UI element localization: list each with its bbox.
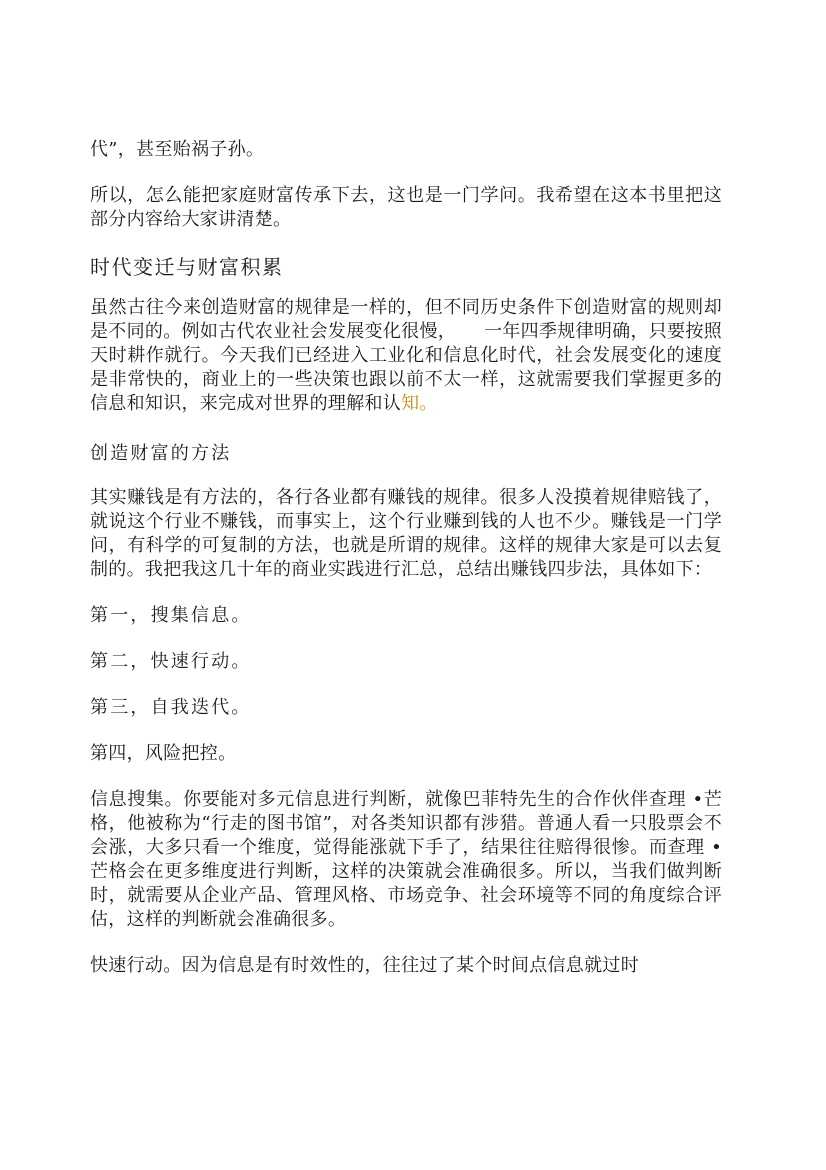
- paragraph-era-change-part-a: 虽然古往今来创造财富的规律是一样的，但不同历史条件下创造财富的规则却是不同的。例如古代农业社会发展变化很慢，: [90, 297, 722, 342]
- paragraph-continuation: 代”，甚至贻祸子孙。: [90, 139, 265, 160]
- step-item-4: 第四，风险把控。: [90, 743, 237, 764]
- section-heading-era-change: 时代变迁与财富积累: [90, 255, 284, 279]
- paragraph-era-change-part-b: 一年四季规律明确，只要按照天时耕作就行。今天我们已经进入工业化和信息化时代，社会发展变化的速度是非常快的，商业上的一些决策也跟以前不太一样，这就需要我们掌握更多的信息和知识，来完成对世界的理解和认: [90, 321, 722, 414]
- paragraph-inheritance: 所以，怎么能把家庭财富传承下去，这也是一门学问。我希望在这本书里把这部分内容给大家讲清楚。: [90, 185, 722, 230]
- document-page: [90, 138, 722, 1000]
- step-item-2: 第二，快速行动。: [90, 651, 252, 672]
- step-item-3: 第三，自我迭代。: [90, 697, 252, 718]
- paragraph-era-change: [90, 296, 722, 416]
- paragraph-info-gathering: 信息搜集。你要能对多元信息进行判断，就像巴菲特先生的合作伙伴查理 •芒格，他被称为“行走的图书馆”，对各类知识都有涉猎。普通人看一只股票会不会涨，大多只看一个维度，觉得能涨就下手了，结果往往赔得很惨。而查理 •芒格会在更多维度进行判断，这样的决策就会准确很多。所以，当我们做判断时，就需要从企业产品、管理风格、市场竞争、社会环境等不同的角度综合评估，这样的判断就会准确很多。: [90, 789, 722, 930]
- paragraph-quick-action: 快速行动。因为信息是有时效性的，往往过了某个时间点信息就过时: [90, 955, 639, 976]
- section-heading-methods: 创造财富的方法: [90, 443, 232, 464]
- step-item-1: 第一，搜集信息。: [90, 605, 252, 626]
- highlighted-text: 知。: [401, 393, 438, 414]
- paragraph-methods-intro: 其实赚钱是有方法的，各行各业都有赚钱的规律。很多人没摸着规律赔钱了，就说这个行业不赚钱，而事实上，这个行业赚到钱的人也不少。赚钱是一门学问，有科学的可复制的方法，也就是所谓的规律。这样的规律大家是可以去复制的。我把我这几十年的商业实践进行汇总，总结出赚钱四步法，具体如下：: [90, 487, 722, 580]
